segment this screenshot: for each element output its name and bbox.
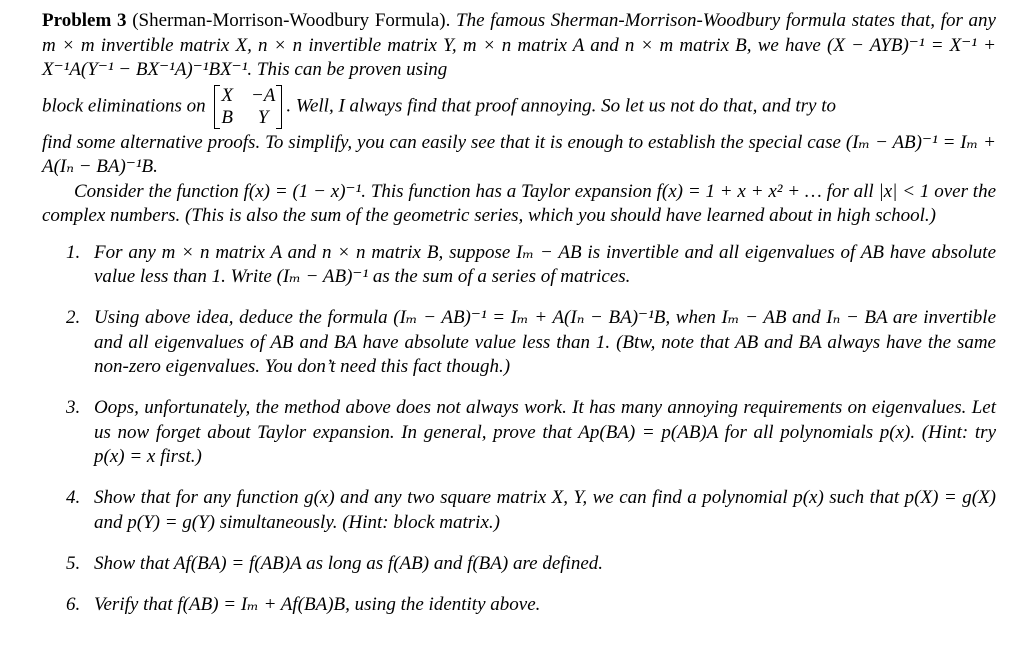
problem-title: Problem 3 xyxy=(42,10,127,31)
item-text: Using above idea, deduce the formula (Iₘ − AB)⁻¹ = Iₘ + A(Iₙ − BA)⁻¹B, when Iₘ − AB and Iₙ − BA are invertible and all eigenvalues of AB and BA have absolute value less than 1. (Btw, note that AB and BA always have the same non-zero eigenvalues. You don’t need this fact though.) xyxy=(94,307,996,377)
block-matrix xyxy=(214,85,282,129)
item-number: 4. xyxy=(66,487,81,508)
item-number: 5. xyxy=(66,552,81,574)
matrix-cell-12: −A xyxy=(250,84,276,106)
item-text: Show that Af(BA) = f(AB)A as long as f(AB) and f(BA) are defined. xyxy=(94,552,604,574)
item-number: 2. xyxy=(66,307,81,328)
matrix-cell-22: Y xyxy=(257,106,269,128)
item-number: 3. xyxy=(66,397,81,418)
matrix-cell-21: B xyxy=(221,106,233,128)
matrix-cell-11: X xyxy=(221,84,233,106)
block-prefix: block eliminations on xyxy=(42,94,206,116)
block-matrix-line xyxy=(42,83,996,131)
problem-intro xyxy=(42,9,996,83)
list-item xyxy=(42,396,996,470)
item-text: Oops, unfortunately, the method above does not always work. It has many annoying requirements on eigenvalues. Let us now forget about Taylor expansion. In general, prove that Ap(BA) = p(AB)A for all polynomials p(x). (Hint: try p(x) = x first.) xyxy=(94,397,996,467)
problem-statement-1: The famous Sherman-Morrison-Woodbury formula states that, for any m × m invertible matrix X, n × n invertible matrix Y, m × n matrix A and n × m matrix B, we have (X − AYB)⁻¹ = X⁻¹ + X⁻¹A(Y⁻¹ − BX⁻¹A)⁻¹BX⁻¹. This can be proven using xyxy=(42,10,996,80)
list-item xyxy=(42,241,996,290)
block-suffix: . Well, I always find that proof annoying. So let us not do that, and try to xyxy=(286,94,836,116)
list-item xyxy=(42,486,996,535)
item-text: For any m × n matrix A and n × n matrix B, suppose Iₘ − AB is invertible and all eigenvalues of AB have absolute value less than 1. Write (Iₘ − AB)⁻¹ as the sum of a series of matrices. xyxy=(94,241,996,287)
item-text: Show that for any function g(x) and any two square matrix X, Y, we can find a polynomial p(x) such that p(X) = g(X) and p(Y) = g(Y) simultaneously. (Hint: block matrix.) xyxy=(94,487,996,533)
item-number: 6. xyxy=(66,593,81,615)
problem-subtitle: (Sherman-Morrison-Woodbury Formula). xyxy=(132,10,451,31)
problem-statement-2: find some alternative proofs. To simplify, you can easily see that it is enough to establish the special case (Iₘ − AB)⁻¹ = Iₘ + A(Iₙ − BA)⁻¹B. xyxy=(42,131,996,177)
list-item xyxy=(42,306,996,380)
item-text: Verify that f(AB) = Iₘ + Af(BA)B, using the identity above. xyxy=(94,593,541,615)
item-number: 1. xyxy=(66,241,81,263)
question-list xyxy=(42,241,996,618)
list-item xyxy=(42,593,996,618)
list-item xyxy=(42,552,996,577)
taylor-paragraph: Consider the function f(x) = (1 − x)⁻¹. This function has a Taylor expansion f(x) = 1 + x + x² + … for all |x| < 1 over the complex numbers. (This is also the sum of the geometric series, which you should have learned about in high school.) xyxy=(42,180,996,226)
